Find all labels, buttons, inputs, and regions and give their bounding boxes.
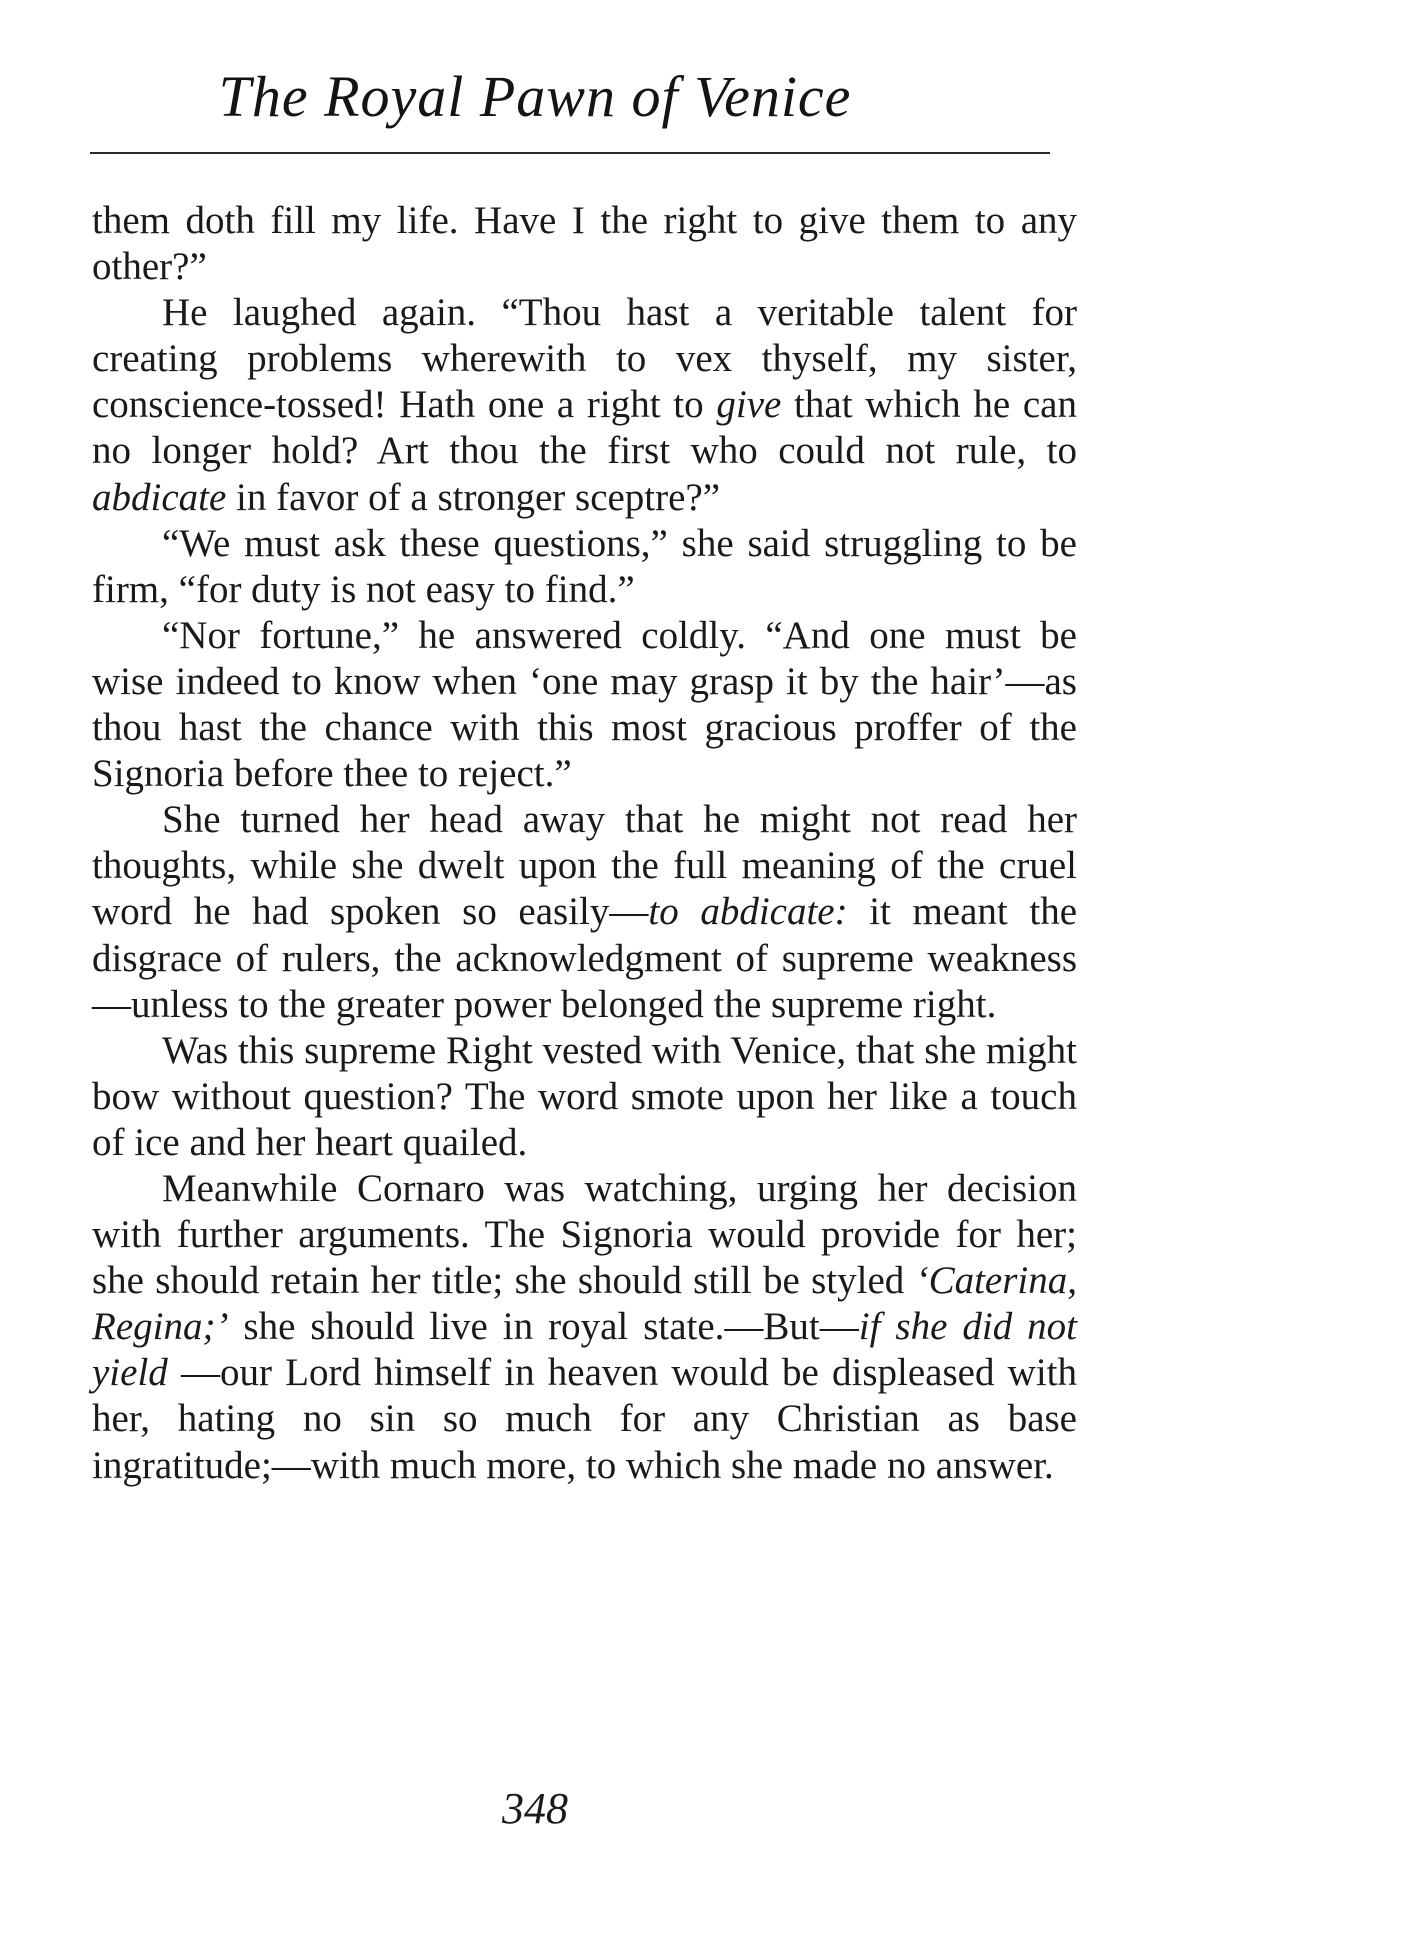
text-segment: “Nor fortune,” he answered coldly. “And one must be wise indeed to know when ‘one may grasp it by the hair’—as thou hast the chance with this most gracious proffer of the Signoria before thee to reject.” (92, 613, 1077, 796)
header-rule (90, 152, 1050, 154)
page-number: 348 (502, 1784, 568, 1833)
text-segment: —our Lord himself in heaven would be displeased with her, hating no sin so much for any Christian as base ingratitude;—with much more, to which she made no answer. (92, 1351, 1077, 1487)
text-segment: He laughed again. “Thou hast a veritable talent for creating problems wherewith to vex thyself, my sister, conscience-tossed! Hath one a right to (92, 291, 1077, 427)
italic-segment: if she did not yield (92, 1305, 1077, 1395)
italic-segment: to abdicate: (648, 890, 848, 934)
paragraph-1 (92, 198, 1077, 290)
paragraph-4 (92, 613, 1077, 797)
text-segment: Meanwhile Cornaro was watching, urging her decision with further arguments. The Signoria would provide for her; she should retain her title; she should still be styled (92, 1166, 1077, 1303)
italic-segment: abdicate (92, 475, 227, 519)
text-segment: Was this supreme Right vested with Venice, that she might bow without question? The word smote upon her like a touch of ice and her heart quailed. (92, 1028, 1077, 1164)
italic-segment: ‘Caterina, Regina;’ (92, 1259, 1077, 1349)
text-segment: it meant the disgrace of rulers, the acknowledgment of supreme weakness—unless to the greater power belonged the supreme right. (92, 890, 1078, 1026)
text-segment: “We must ask these questions,” she said struggling to be firm, “for duty is not easy to find.” (92, 521, 1077, 611)
body-text (92, 198, 1077, 1489)
paragraph-2 (92, 290, 1077, 520)
paragraph-7 (92, 1166, 1077, 1489)
text-segment: them doth fill my life. Have I the right to give them to any other?” (92, 199, 1077, 289)
running-title: The Royal Pawn of Venice (218, 64, 852, 129)
paragraph-6 (92, 1028, 1077, 1166)
text-segment: She turned her head away that he might not read her thoughts, while she dwelt upon the full meaning of the cruel word he had spoken so easily— (92, 798, 1077, 934)
text-segment: that which he can no longer hold? Art thou the first who could not rule, to (92, 383, 1077, 473)
paragraph-3 (92, 521, 1077, 613)
italic-segment: give (716, 383, 782, 427)
text-segment: she should live in royal state.—But— (228, 1305, 859, 1349)
paragraph-5 (92, 797, 1077, 1027)
text-segment: in favor of a stronger sceptre?” (226, 475, 721, 519)
